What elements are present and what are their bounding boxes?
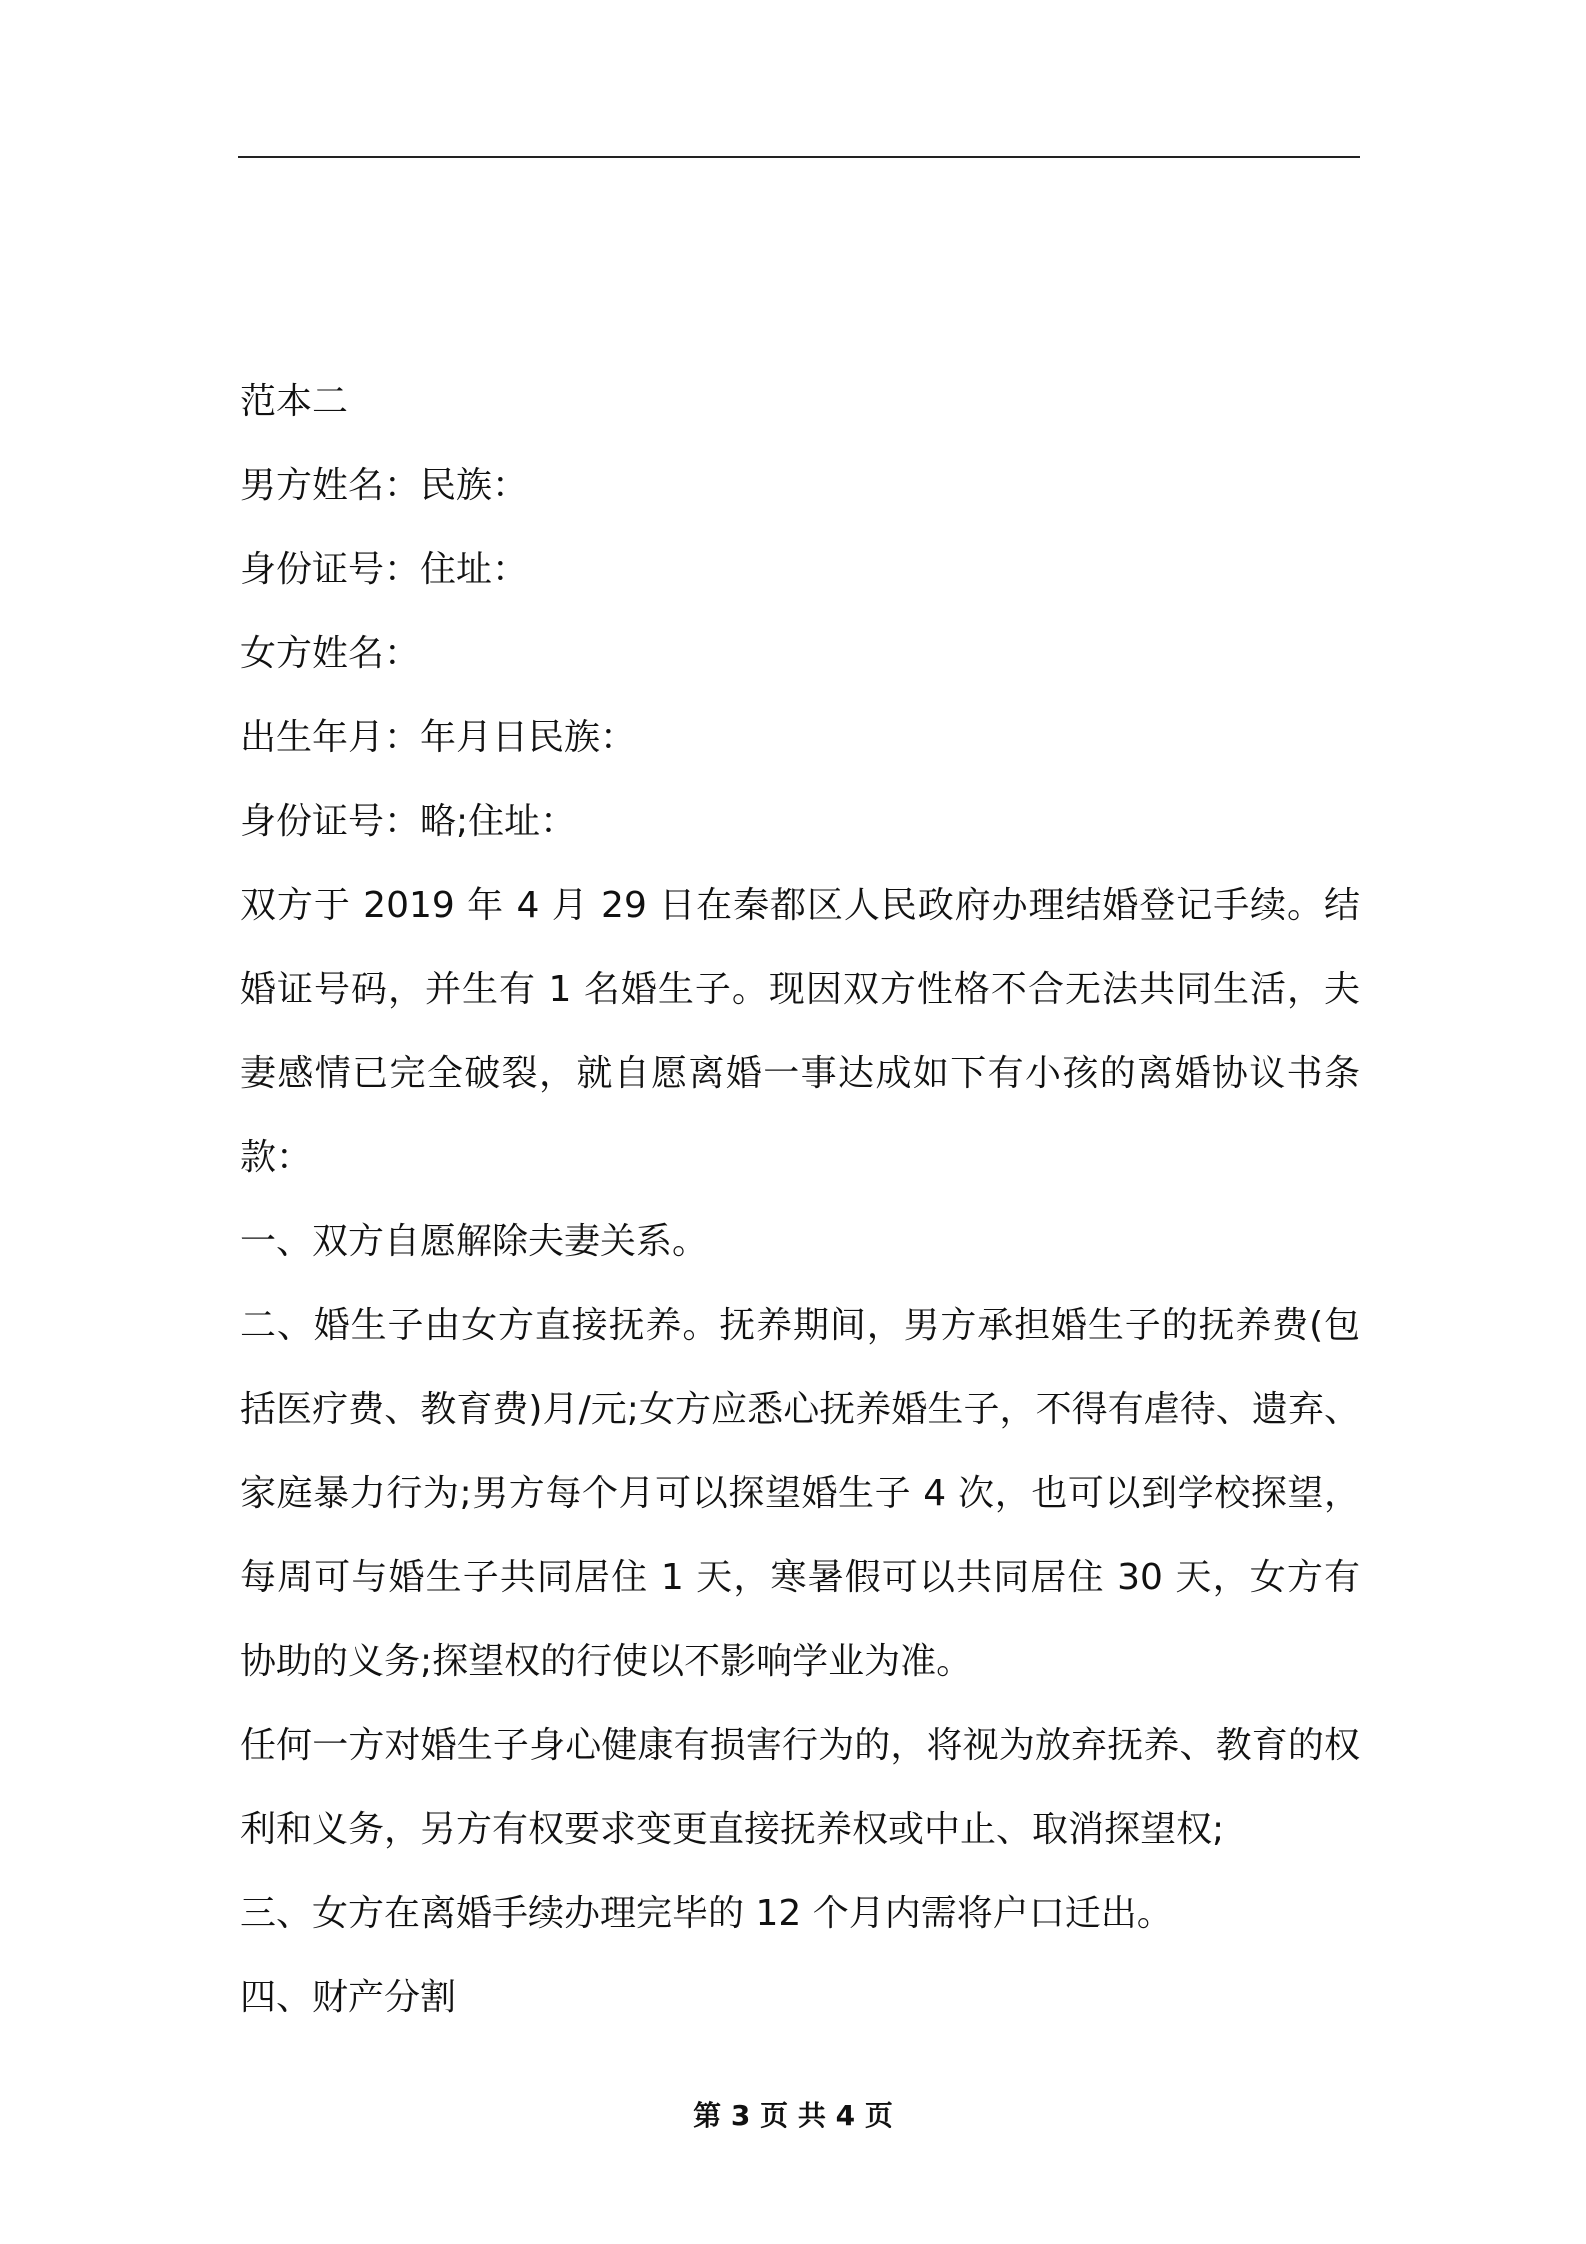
template-title: 范本二 <box>240 381 349 422</box>
document-body <box>240 360 1360 2040</box>
female-birth-field: 出生年月：年月日民族： <box>240 717 637 758</box>
male-name-field: 男方姓名：民族： <box>240 465 529 506</box>
clause-two: 二、婚生子由女方直接抚养。抚养期间，男方承担婚生子的抚养费(包括医疗费、教育费)月/元;女方应悉心抚养婚生子，不得有虐待、遗弃、家庭暴力行为;男方每个月可以探望婚生子 4 次，也可以到学校探望，每周可与婚生子共同居住 1 天，寒暑假可以共同居住 30 天，女方有协助的义务;探望权的行使以不影响学业为准。 <box>240 1305 1360 1682</box>
clause-two-supplement: 任何一方对婚生子身心健康有损害行为的，将视为放弃抚养、教育的权利和义务，另方有权要求变更直接抚养权或中止、取消探望权; <box>240 1725 1360 1850</box>
clause-one: 一、双方自愿解除夫妻关系。 <box>240 1221 709 1262</box>
female-name-field: 女方姓名： <box>240 633 421 674</box>
marriage-paragraph: 双方于 2019 年 4 月 29 日在秦都区人民政府办理结婚登记手续。结婚证号码，并生有 1 名婚生子。现因双方性格不合无法共同生活，夫妻感情已完全破裂，就自愿离婚一事达成如下有小孩的离婚协议书条款： <box>240 885 1360 1178</box>
page-number: 第 3 页 共 4 页 <box>693 2099 893 2132</box>
clause-four: 四、财产分割 <box>240 1977 457 2018</box>
male-id-field: 身份证号：住址： <box>240 549 529 590</box>
clause-three: 三、女方在离婚手续办理完毕的 12 个月内需将户口迁出。 <box>240 1893 1173 1934</box>
header-rule <box>238 156 1360 158</box>
female-id-field: 身份证号：略;住址： <box>240 801 577 842</box>
